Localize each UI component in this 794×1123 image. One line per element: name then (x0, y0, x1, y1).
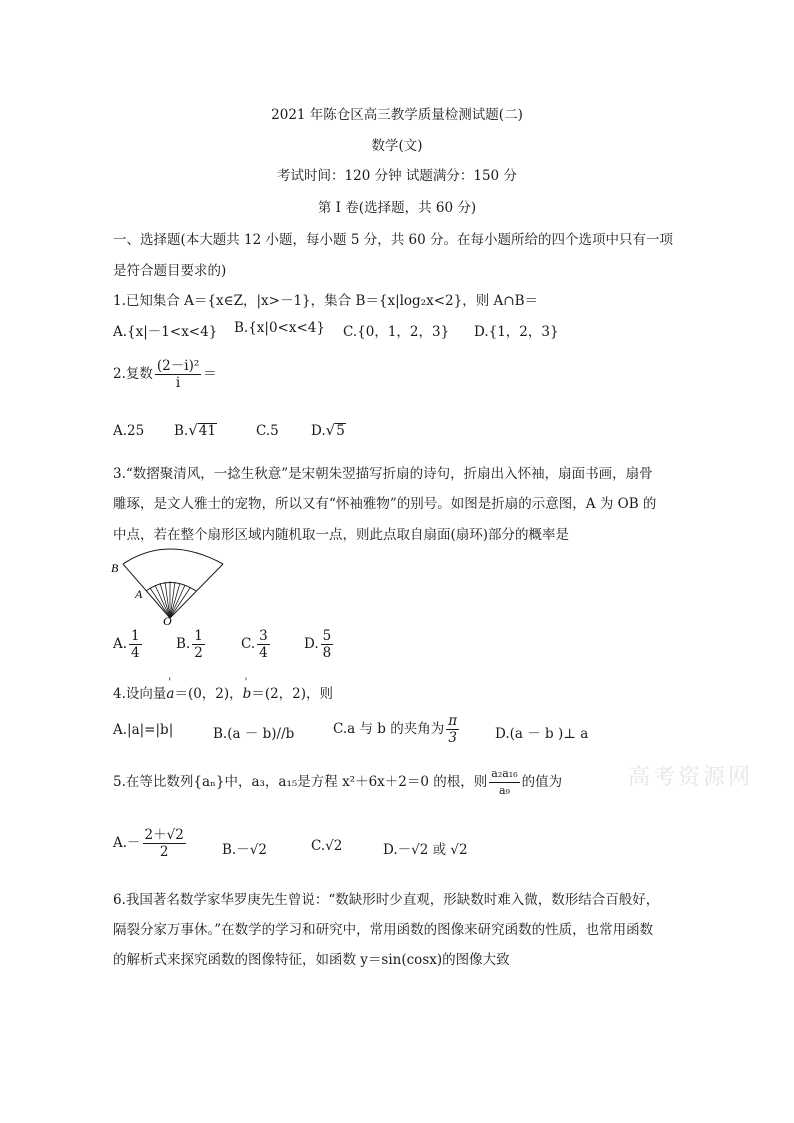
vector-b: ' b (243, 686, 252, 702)
numerator: π (448, 713, 458, 729)
denominator: 3 (448, 730, 457, 746)
fig-label-a: A (135, 587, 143, 601)
q3-option-d-label: D. (304, 636, 319, 652)
fig-label-b: B (111, 561, 119, 575)
q4-stem (113, 682, 333, 702)
q3-option-c-fraction (257, 628, 270, 661)
q3-line1: 3.“数摺聚清风，一捻生秋意”是宋朝朱翌描写折扇的诗句，折扇出入怀袖，扇面书画，扇骨 (113, 466, 653, 482)
q2-option-c: C.5 (256, 423, 279, 439)
sqrt-symbol: √ (325, 421, 336, 439)
q2-prefix: 2.复数 (113, 366, 153, 382)
q4-prefix: 4.设向量 (113, 686, 167, 702)
q1-option-a: A.{x|－1<x<4} (113, 324, 218, 340)
q3-option-a-label: A. (113, 636, 128, 652)
q6-line2: 隔裂分家万事休。”在数学的学习和研究中，常用函数的图像来研究函数的性质，也常用函数 (113, 922, 654, 938)
denominator: 2 (194, 645, 203, 661)
q3-option-b-label: B. (176, 636, 191, 652)
q2-denominator: i (175, 375, 181, 391)
section-instruction-line2: 是符合题目要求的) (113, 263, 227, 279)
q4-option-b: B.(a － b)//b (213, 726, 295, 742)
q2-option-b (174, 421, 217, 439)
q1-stem: 1.已知集合 A＝{x∈Z，|x>－1}，集合 B＝{x|log₂x<2}，则 A∩B＝ (113, 293, 538, 309)
vector-a: ' a (166, 686, 174, 702)
q6-line1: 6.我国著名数学家华罗庚先生曾说：“数缺形时少直观，形缺数时难入微，数形结合百般好， (113, 892, 660, 908)
q5-option-a-fraction (143, 827, 186, 860)
denominator: 8 (322, 645, 332, 661)
q5-option-b: B.－√2 (222, 842, 267, 858)
exam-subject: 数学(文) (371, 138, 423, 154)
q5-option-d: D.－√2 或 √2 (383, 842, 468, 858)
q4-option-c-text: C.a 与 b 的夹角为 (333, 721, 445, 737)
numerator: 5 (322, 628, 332, 644)
q3-option-a-fraction (129, 628, 142, 661)
q5-fraction (489, 766, 519, 799)
denominator: 2 (159, 844, 169, 860)
q3-option-b (176, 628, 207, 661)
q2-option-a: A.25 (113, 423, 145, 439)
q2-option-d-label: D. (311, 423, 326, 439)
q2-option-b-radicand: 41 (198, 423, 216, 439)
q3-option-c (241, 628, 272, 661)
q3-line3: 中点，若在整个扇形区域内随机取一点，则此点取自扇面(扇环)部分的概率是 (113, 527, 570, 543)
q3-option-c-label: C. (241, 636, 256, 652)
q3-option-b-fraction (192, 628, 205, 661)
numerator: 3 (259, 628, 268, 644)
fig-label-o: O (163, 614, 172, 626)
numerator: 1 (194, 628, 203, 644)
q2-numerator: (2－i)² (156, 358, 200, 374)
q4-b-value: ＝(2，2)，则 (251, 686, 334, 702)
q5-option-a-label: A.－ (113, 835, 141, 851)
denominator: a₉ (498, 784, 510, 797)
q2-stem (113, 358, 217, 391)
exam-info: 考试时间：120 分钟 试题满分：150 分 (277, 168, 517, 184)
q5-suffix: 的值为 (521, 774, 563, 790)
q2-fraction (155, 358, 201, 391)
q5-stem (113, 766, 562, 799)
denominator: 4 (131, 645, 140, 661)
q4-option-a: A.|a|=|b| (113, 722, 174, 738)
q3-option-d-fraction (321, 628, 334, 661)
q1-option-b: B.{x|0<x<4} (234, 320, 325, 336)
numerator: 1 (131, 628, 140, 644)
q2-option-b-label: B. (174, 423, 189, 439)
denominator: 4 (259, 645, 268, 661)
q5-option-c: C.√2 (311, 838, 343, 854)
numerator: 2＋√2 (144, 827, 184, 843)
exam-title: 2021 年陈仓区高三教学质量检测试题(二) (271, 107, 523, 123)
q4-option-d: D.(a － b )⊥ a (495, 726, 589, 742)
q4-a-value: ＝(0，2)， (174, 686, 243, 702)
q1-option-c: C.{0，1，2，3} (343, 324, 450, 340)
sqrt-symbol: √ (188, 421, 198, 439)
q4-option-c (333, 713, 461, 746)
q2-option-d-radicand: 5 (336, 423, 345, 439)
q2-option-d (311, 421, 346, 439)
q4-option-c-fraction (446, 713, 459, 746)
q3-option-d (304, 628, 335, 661)
part-heading: 第 I 卷(选择题，共 60 分) (317, 200, 477, 216)
q5-option-a (113, 827, 188, 860)
q1-option-d: D.{1，2，3} (474, 324, 559, 340)
q3-line2: 雕琢，是文人雅士的宠物，所以又有“怀袖雅物”的别号。如图是折扇的示意图，A 为 OB 的 (113, 496, 657, 512)
numerator: a₂a₁₆ (489, 766, 519, 783)
q5-stem-text: 5.在等比数列{aₙ}中，a₃，a₁₅是方程 x²＋6x＋2＝0 的根，则 (113, 774, 488, 790)
q3-option-a (113, 628, 144, 661)
q6-line3: 的解析式来探究函数的图像特征，如函数 y＝sin(cosx)的图像大致 (113, 952, 510, 968)
folding-fan-figure (108, 546, 233, 626)
section-instruction-line1: 一、选择题(本大题共 12 小题，每小题 5 分，共 60 分。在每小题所给的四个选项中只有一项 (113, 232, 673, 248)
q2-suffix: ＝ (203, 366, 217, 382)
watermark: 高考资源网 (628, 765, 754, 790)
